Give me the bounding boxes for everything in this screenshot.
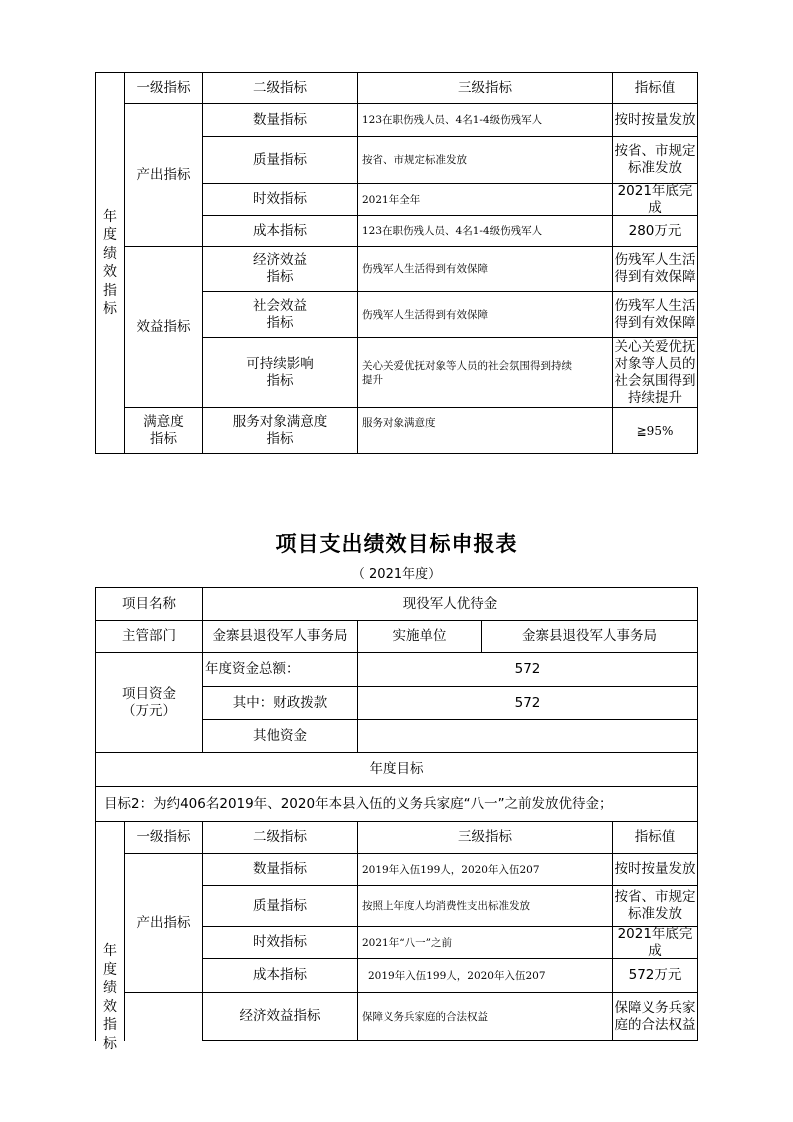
fund-label: 项目资金 （万元） <box>122 685 176 719</box>
row-l2: 时效指标 <box>253 191 307 207</box>
row-l3: 2019年入伍199人，2020年入伍207 <box>362 863 540 876</box>
dept-label: 主管部门 <box>122 628 176 644</box>
satisfaction-indicator-label: 满意度 指标 <box>143 413 184 447</box>
header-level2: 二级指标 <box>253 829 307 845</box>
row-l2: 社会效益 指标 <box>253 297 307 331</box>
benefit-indicator-label: 效益指标 <box>136 318 191 335</box>
row-value: 按时按量发放 <box>614 861 696 877</box>
header-level2: 二级指标 <box>253 79 307 96</box>
row-value: 按省、市规定 标准发放 <box>614 143 696 176</box>
form-title: 项目支出绩效目标申报表 <box>275 532 518 556</box>
row-l2: 可持续影响 指标 <box>246 355 314 389</box>
row-l3: 服务对象满意度 <box>362 417 436 429</box>
header-level1: 一级指标 <box>136 79 191 96</box>
row-l2: 成本指标 <box>253 222 307 239</box>
header-value: 指标值 <box>634 79 676 96</box>
side-label: 年 度 绩 效 指 标 <box>103 943 117 1052</box>
row-l2: 经济效益指标 <box>239 1008 321 1024</box>
row-value: 伤残军人生活 得到有效保障 <box>614 297 696 331</box>
row-value: 伤残军人生活 得到有效保障 <box>614 252 696 285</box>
dept-value: 金寨县退役军人事务局 <box>212 628 348 644</box>
row-value: 保障义务兵家 庭的合法权益 <box>614 999 696 1033</box>
project-name-value: 现役军人优待金 <box>402 595 498 612</box>
row-value: ≧95% <box>636 423 674 438</box>
row-l2: 服务对象满意度 指标 <box>232 413 328 447</box>
impl-value: 金寨县退役军人事务局 <box>522 628 657 644</box>
side-label: 年 度 绩 效 指 标 <box>103 208 117 317</box>
output-indicator-label: 产出指标 <box>136 166 191 183</box>
row-value: 2021年底完成 <box>617 182 693 216</box>
row-value: 280万元 <box>628 222 682 239</box>
fund-total-label: 年度资金总额： <box>205 661 300 677</box>
row-l3: 保障义务兵家庭的合法权益 <box>362 1010 488 1023</box>
row-l3: 按照上年度人均消费性支出标准发放 <box>362 900 530 912</box>
row-value: 关心关爱优抚 对象等人员的 社会氛围得到 持续提升 <box>614 338 696 406</box>
goal-text: 目标2：为约406名2019年、2020年本县入伍的义务兵家庭“八一”之前发放优待金； <box>104 795 613 812</box>
row-l3: 2021年“八一”之前 <box>362 936 452 949</box>
row-l3: 123在职伤残人员、4名1-4级伤残军人 <box>362 225 543 237</box>
row-value: 按时按量发放 <box>614 111 696 128</box>
header-level3: 三级指标 <box>458 829 512 845</box>
output-indicator-label: 产出指标 <box>136 914 191 931</box>
row-value: 572万元 <box>628 967 682 983</box>
row-l3: 按省、市规定标准发放 <box>362 154 467 166</box>
row-l2: 数量指标 <box>253 111 307 128</box>
row-value: 按省、市规定 标准发放 <box>614 889 696 922</box>
header-level3: 三级指标 <box>458 79 512 96</box>
header-level1: 一级指标 <box>136 829 191 845</box>
form-year: （ 2021年度） <box>351 567 442 582</box>
fund-other-value <box>358 720 697 752</box>
row-l2: 质量指标 <box>253 897 307 914</box>
row-l2: 时效指标 <box>253 934 307 950</box>
row-l2: 成本指标 <box>253 967 307 983</box>
row-l2: 经济效益 指标 <box>253 252 307 285</box>
row-l3: 123在职伤残人员、4名1-4级伤残军人 <box>362 114 543 126</box>
row-l3: 2019年入伍199人，2020年入伍207 <box>368 969 546 982</box>
row-l2: 质量指标 <box>253 151 307 168</box>
fund-fiscal-label: 其中：财政拨款 <box>232 694 328 711</box>
row-l3: 关心关爱优抚对象等人员的社会氛围得到持续 提升 <box>362 359 572 386</box>
row-l3: 2021年全年 <box>362 193 421 206</box>
annual-goal-label: 年度目标 <box>369 761 424 777</box>
fund-total-value: 572 <box>514 661 541 677</box>
header-value: 指标值 <box>634 829 676 845</box>
row-value: 2021年底完成 <box>617 925 693 959</box>
project-name-label: 项目名称 <box>122 595 176 612</box>
row-l3: 伤残军人生活得到有效保障 <box>362 308 488 321</box>
row-l3: 伤残军人生活得到有效保障 <box>362 263 488 275</box>
fund-fiscal-value: 572 <box>514 694 541 711</box>
fund-other-label: 其他资金 <box>253 727 307 744</box>
row-l2: 数量指标 <box>253 861 307 877</box>
impl-label: 实施单位 <box>392 628 447 644</box>
